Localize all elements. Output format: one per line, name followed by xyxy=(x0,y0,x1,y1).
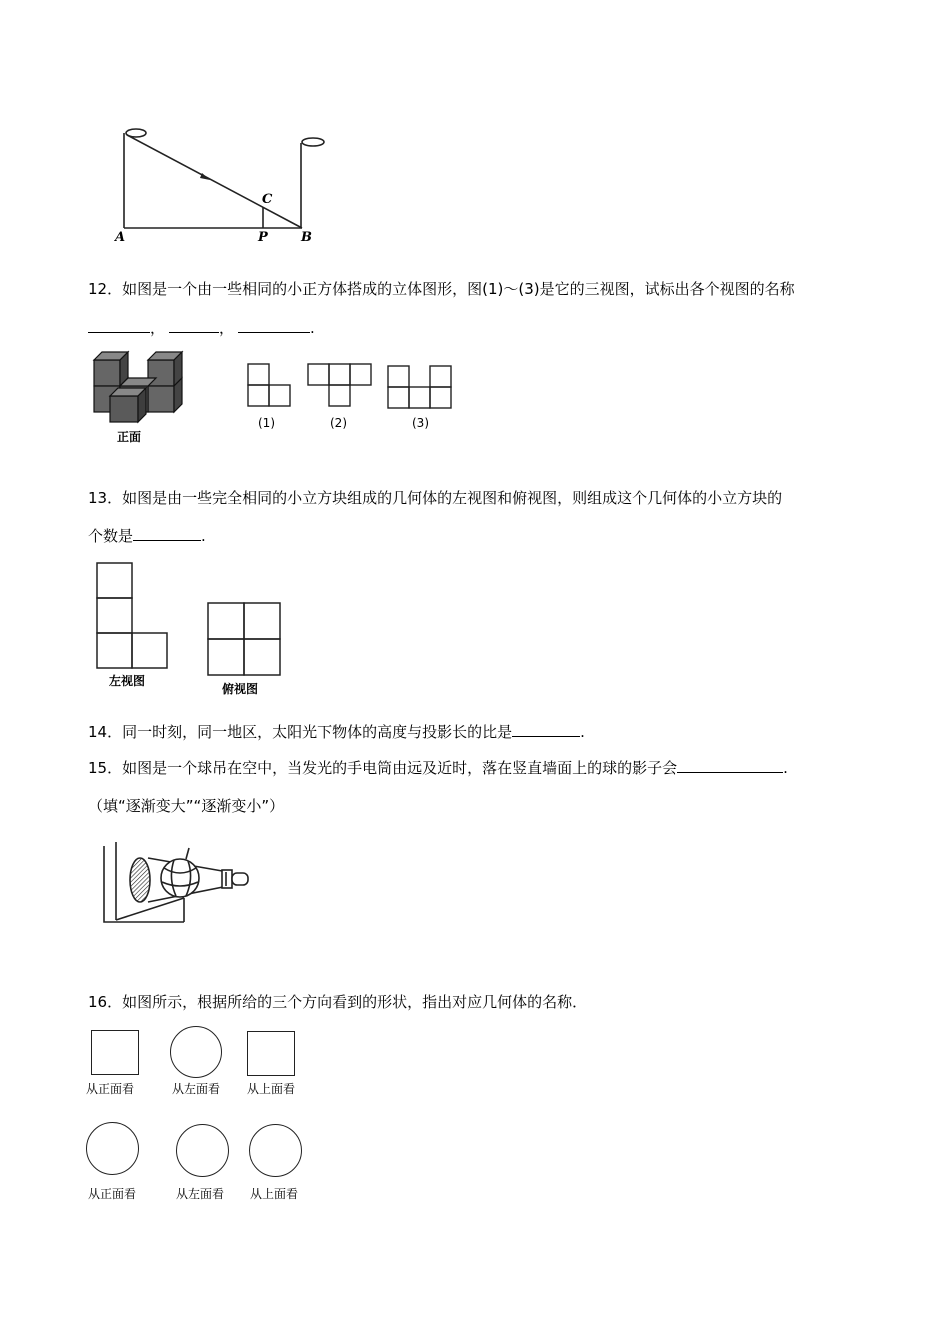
row2-caption-left: 从左面看 xyxy=(176,1187,225,1201)
view-1-grid xyxy=(246,362,292,408)
question-13-text: 13．如图是由一些完全相同的小立方块组成的几何体的左视图和俯视图，则组成这个几何体的小立方块的 xyxy=(88,489,783,507)
question-14-body: 14．同一时刻，同一地区，太阳光下物体的高度与投影长的比是 xyxy=(88,723,513,741)
answer-blank[interactable] xyxy=(677,758,783,773)
question-12-text: 12．如图是一个由一些相同的小正方体搭成的立体图形，图(1)～(3)是它的三视图，试标出各个视图的名称 xyxy=(88,280,795,298)
left-view-caption: 左视图 xyxy=(109,674,146,688)
period: . xyxy=(201,527,206,545)
question-14-text xyxy=(88,722,585,742)
period: . xyxy=(580,723,585,741)
question-15-body: 15．如图是一个球吊在空中，当发光的手电筒由远及近时，落在竖直墙面上的球的影子会 xyxy=(88,759,678,777)
view-1-label: (1) xyxy=(258,416,275,430)
question-15-hint: （填“逐渐变大”“逐渐变小”） xyxy=(88,797,285,815)
left-view-grid xyxy=(95,561,171,671)
row1-top-square xyxy=(247,1031,295,1076)
row2-front-circle xyxy=(86,1122,139,1175)
period: . xyxy=(783,759,788,777)
row1-left-circle xyxy=(170,1026,222,1078)
view-2-label: (2) xyxy=(330,416,347,430)
label-p: P xyxy=(258,230,268,245)
row2-caption-top: 从上面看 xyxy=(250,1187,299,1201)
question-15-text xyxy=(88,758,788,778)
separator: ， xyxy=(219,319,235,337)
question-16-text: 16．如图所示，根据所给的三个方向看到的形状，指出对应几何体的名称． xyxy=(88,993,588,1011)
answer-blank[interactable] xyxy=(133,526,201,541)
row1-caption-top: 从上面看 xyxy=(247,1082,296,1096)
front-caption: 正面 xyxy=(117,430,142,444)
cube-stack-figure xyxy=(90,350,190,430)
row2-left-circle xyxy=(176,1124,229,1177)
answer-blank[interactable] xyxy=(169,318,219,333)
separator: ， xyxy=(150,319,166,337)
answer-blank[interactable] xyxy=(238,318,310,333)
answer-blank[interactable] xyxy=(512,722,580,737)
question-12-blanks xyxy=(88,318,315,338)
view-3-label: (3) xyxy=(412,416,429,430)
row2-caption-front: 从正面看 xyxy=(88,1187,137,1201)
view-2-grid xyxy=(306,362,374,408)
view-3-grid xyxy=(386,364,454,410)
count-prompt: 个数是 xyxy=(88,527,134,545)
answer-blank[interactable] xyxy=(88,318,150,333)
top-view-grid xyxy=(206,601,284,677)
row1-front-square xyxy=(91,1030,139,1075)
period: . xyxy=(310,319,315,337)
row1-caption-front: 从正面看 xyxy=(86,1082,135,1096)
ball-shadow-figure xyxy=(98,838,258,930)
label-c: C xyxy=(262,192,273,207)
row1-caption-left: 从左面看 xyxy=(172,1082,221,1096)
question-13-line2 xyxy=(88,526,206,546)
label-a: A xyxy=(115,230,126,245)
top-view-caption: 俯视图 xyxy=(222,682,259,696)
label-b: B xyxy=(301,230,312,245)
row2-top-circle xyxy=(249,1124,302,1177)
